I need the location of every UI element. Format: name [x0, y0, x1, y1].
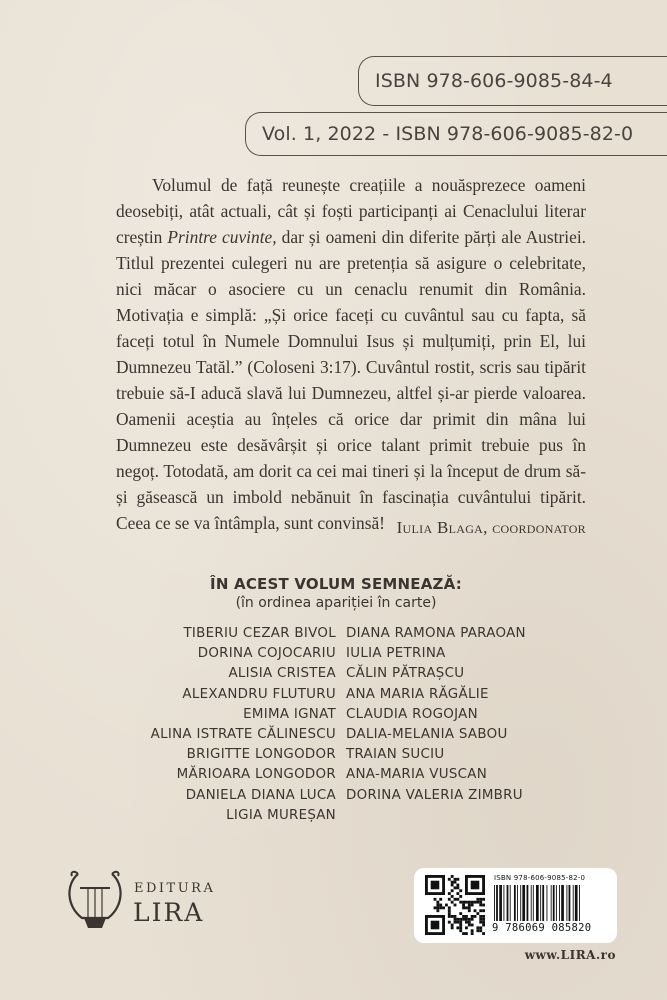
contributor-name: MĂRIOARA LONGODOR [176, 767, 336, 783]
contributors-header [116, 575, 556, 611]
contributor-name: ANA-MARIA VUSCAN [346, 767, 488, 783]
contributors-right-column [346, 624, 586, 806]
contributor-name: BRIGITTE LONGODOR [186, 747, 336, 763]
contributor-name: EMIMA IGNAT [243, 706, 336, 722]
isbn-current-text: ISBN 978-606-9085-84-4 [375, 70, 613, 92]
contributor-name: CLAUDIA ROGOJAN [346, 706, 478, 722]
contributor-name: DORINA COJOCARIU [197, 646, 336, 662]
contributors-subheading: (în ordinea apariției în carte) [235, 595, 437, 611]
barcode-icon [492, 885, 614, 921]
barcode-digits: 9 786069 085820 [492, 922, 592, 934]
contributor-name: CĂLIN PĂTRAȘCU [346, 666, 465, 682]
contributor-name: DALIA-MELANIA SABOU [346, 727, 508, 743]
publisher-logo [64, 866, 234, 936]
isbn-vol1-text: Vol. 1, 2022 - ISBN 978-606-9085-82-0 [262, 123, 634, 145]
blurb-signature: Iulia Blaga, coordonator [396, 518, 586, 537]
contributor-name: TIBERIU CEZAR BIVOL [183, 626, 336, 641]
isbn-vol1-box [245, 112, 667, 156]
publisher-url: www.LIRA.ro [524, 948, 616, 962]
contributor-name: ALINA ISTRATE CĂLINESCU [150, 727, 336, 743]
contributor-name: ALISIA CRISTEA [228, 666, 336, 682]
publisher-name-line2: LIRA [133, 898, 205, 927]
contributor-name: ALEXANDRU FLUTURU [182, 686, 336, 702]
contributors-heading: ÎN ACEST VOLUM SEMNEAZĂ: [210, 575, 462, 593]
barcode-isbn-text: ISBN 978-606-9085-82-0 [494, 874, 586, 882]
publisher-name-line1: EDITURA [134, 881, 216, 896]
contributors-left-column [140, 624, 336, 826]
isbn-current-box [358, 56, 667, 106]
contributor-name: LIGIA MUREȘAN [226, 807, 336, 823]
contributor-name: IULIA PETRINA [346, 646, 446, 662]
contributor-name: ANA MARIA RĂGĂLIE [346, 686, 489, 702]
blurb-book-title: Printre cuvinte, [167, 227, 277, 247]
qr-code-icon [425, 875, 485, 935]
blurb-text-part1: Volumul de față reunește creațiile a nouăsprezece oameni deosebiți, atât actuali, cât și foști participanți ai Cenaclului literar creștin [116, 175, 586, 247]
contributor-name: DORINA VALERIA ZIMBRU [346, 787, 523, 803]
blurb-text-part2: dar și oameni din diferite părți ale Austriei. Titlul prezentei culegeri nu are pretenția să asigure o celebritate, nici măcar o asociere cu un cenaclu renumit din România. Motivația e simplă: „Și orice faceți cu cuvântul sau cu fapta, să faceți totul în Numele Domnului Isus și mulțumiți, prin El, lui Dumnezeu Tatăl.” (Coloseni 3:17). Cuvântul rostit, scris sau tipărit trebuie să-I aducă slavă lui Dumnezeu, altfel și-ar pierde valoarea. Oamenii aceștia au înțeles că orice dar primit din mâna lui Dumnezeu este desăvârșit și orice talant primit trebuie pus în negoț. Totodată, am dorit ca cei mai tineri și la început de drum să-și găsească un imbold nebănuit în fascinația cuvântului tipărit. Ceea ce se va întâmpla, sunt convinsă! [116, 227, 586, 533]
lyre-icon [64, 866, 126, 936]
barcode-panel [414, 868, 617, 943]
blurb-paragraph [116, 172, 586, 536]
contributor-name: DIANA RAMONA PARAOAN [346, 626, 526, 641]
contributor-name: TRAIAN SUCIU [346, 747, 445, 763]
contributor-name: DANIELA DIANA LUCA [185, 787, 336, 803]
